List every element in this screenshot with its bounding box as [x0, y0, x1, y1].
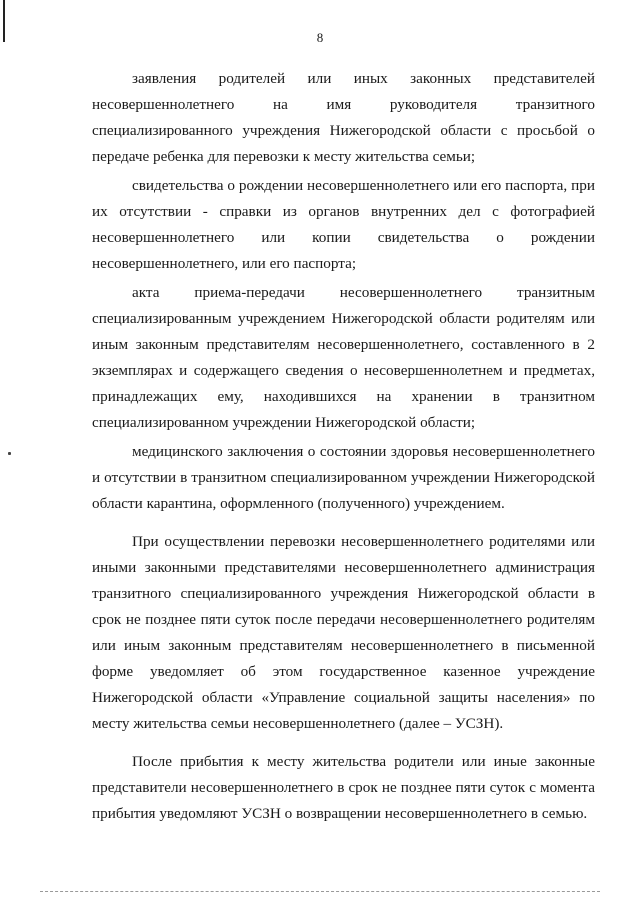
text-line: форме уведомляет об этом государственное казенное учреждение — [92, 663, 595, 680]
paragraph — [92, 749, 595, 827]
text-line: специализированном учреждении Нижегородской области; — [92, 414, 476, 431]
text-line: прибытия уведомляют УСЗН о возвращении несовершеннолетнего в семью. — [92, 805, 588, 822]
text-line: или иным законным представителям несовершеннолетнего в письменной — [92, 637, 595, 654]
paragraph — [92, 66, 595, 170]
text-line: акта приема-передачи несовершеннолетнего транзитным — [132, 284, 595, 301]
text-line: передаче ребенка для перевозки к месту жительства семьи; — [92, 148, 476, 165]
text-line: заявления родителей или иных законных представителей — [132, 70, 595, 87]
text-line: представители несовершеннолетнего в срок не позднее пяти суток с момента — [92, 779, 595, 796]
document-body — [92, 66, 595, 830]
text-line: и отсутствии в транзитном специализированном учреждении Нижегородской — [92, 469, 595, 486]
text-line: несовершеннолетнего на имя руководителя транзитного — [92, 96, 595, 113]
text-line: месту жительства семьи несовершеннолетнего (далее – УСЗН). — [92, 715, 504, 732]
scan-dot-mark — [8, 452, 11, 455]
text-line: принадлежащих ему, находившихся на хранении в транзитном — [92, 388, 595, 405]
text-line: специализированным учреждением Нижегородской области родителям или — [92, 310, 595, 327]
text-line: их отсутствии - справки из органов внутренних дел с фотографией — [92, 203, 595, 220]
paragraph — [92, 439, 595, 517]
text-line: области карантина, оформленного (полученного) учреждением. — [92, 495, 505, 512]
page-number: 8 — [316, 30, 324, 45]
text-line: срок не позднее пяти суток после передачи несовершеннолетнего родителям — [92, 611, 595, 628]
text-line: специализированного учреждения Нижегородской области с просьбой о — [92, 122, 595, 139]
text-line: иным законным представителям несовершеннолетнего, составленного в 2 — [92, 336, 595, 353]
text-line: При осуществлении перевозки несовершеннолетнего родителями или — [132, 533, 595, 550]
text-line: транзитного специализированного учреждения Нижегородской области в — [92, 585, 595, 602]
text-line: несовершеннолетнего или копии свидетельства о рождении — [92, 229, 595, 246]
text-line: экземплярах и содержащего сведения о несовершеннолетнем и предметах, — [92, 362, 595, 379]
text-line: Нижегородской области «Управление социальной защиты населения» по — [92, 689, 595, 706]
paragraph — [92, 173, 595, 277]
footer-rule — [40, 891, 600, 892]
text-line: медицинского заключения о состоянии здоровья несовершеннолетнего — [132, 443, 595, 460]
paragraph — [92, 280, 595, 436]
text-line: иными законными представителями несовершеннолетнего администрация — [92, 559, 595, 576]
text-line: несовершеннолетнего, или его паспорта; — [92, 255, 357, 272]
text-line: свидетельства о рождении несовершеннолетнего или его паспорта, при — [132, 177, 595, 194]
paragraph — [92, 529, 595, 737]
text-line: После прибытия к месту жительства родители или иные законные — [132, 753, 595, 770]
